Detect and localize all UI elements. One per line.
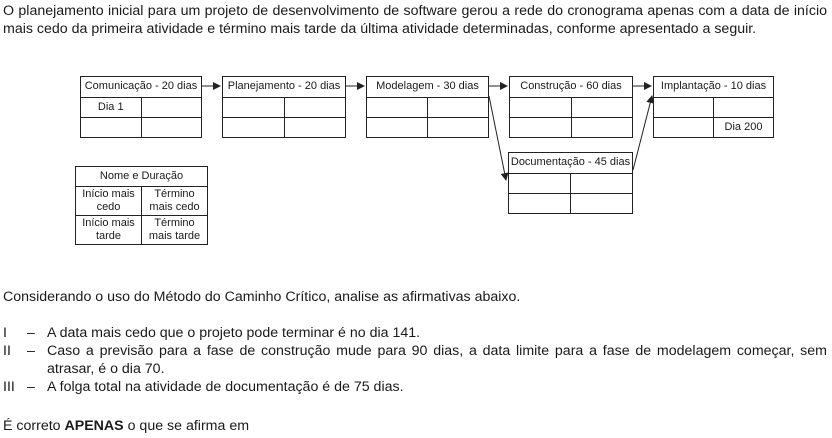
early-finish-cell — [714, 98, 773, 117]
legend-early-start: Início mais cedo — [76, 187, 142, 215]
early-finish-cell — [142, 98, 202, 117]
late-start-cell — [367, 118, 428, 137]
early-start-cell: Dia 1 — [81, 98, 142, 117]
question-suffix: o que se afirma em — [123, 418, 250, 434]
statement-text: Caso a previsão para a fase de construção mude para 90 dias, a data limite para a fase de modelagem começar, sem atrasar, é o dia 70. — [47, 343, 827, 377]
early-start-cell — [654, 98, 714, 117]
statement-text: A folga total na atividade de documentação é de 75 dias. — [47, 379, 404, 395]
question-emphasis: APENAS — [64, 418, 124, 434]
activity-title: Comunicação - 20 dias — [81, 77, 201, 98]
late-start-cell — [509, 194, 571, 213]
late-start-cell — [510, 118, 572, 137]
statement-text: A data mais cedo que o projeto pode terminar é no dia 141. — [47, 325, 421, 341]
early-start-cell — [509, 174, 571, 193]
statement-item — [3, 324, 827, 342]
statement-item — [3, 378, 827, 396]
late-start-cell — [223, 118, 285, 137]
early-finish-cell — [428, 98, 488, 117]
activity-title: Construção - 60 dias — [510, 77, 632, 98]
early-finish-cell — [571, 174, 632, 193]
statements-list — [3, 324, 827, 396]
statement-dash: – — [27, 325, 35, 341]
legend-early-finish: Término mais cedo — [149, 188, 200, 213]
early-start-cell — [367, 98, 428, 117]
activity-documentacao — [508, 152, 633, 214]
statement-number: II — [3, 343, 11, 359]
intro-paragraph: O planejamento inicial para um projeto de desenvolvimento de software gerou a rede do cronograma apenas com a data de início mais cedo da primeira atividade e término mais tarde da última atividade determinadas, conforme apresentado a seguir. — [3, 3, 827, 37]
statement-number: III — [3, 379, 15, 395]
activity-implantacao — [653, 76, 774, 138]
arrow-modelagem-documentacao — [489, 96, 506, 180]
activity-title: Implantação - 10 dias — [654, 77, 773, 98]
activity-planejamento — [222, 76, 346, 138]
activity-title: Modelagem - 30 dias — [367, 77, 488, 98]
activity-construcao — [509, 76, 633, 138]
late-finish-cell — [285, 118, 346, 137]
question-prefix: É correto — [3, 418, 65, 434]
legend-title: Nome e Duração — [76, 167, 207, 187]
late-finish-cell — [142, 118, 202, 137]
statement-dash: – — [27, 343, 35, 359]
early-start-cell — [223, 98, 285, 117]
activity-title: Planejamento - 20 dias — [223, 77, 345, 98]
activity-title: Documentação - 45 dias — [509, 153, 632, 174]
late-start-cell — [81, 118, 142, 137]
early-finish-cell — [285, 98, 346, 117]
late-start-cell — [654, 118, 714, 137]
late-finish-cell — [572, 118, 633, 137]
late-finish-cell: Dia 200 — [724, 121, 763, 133]
late-finish-cell — [428, 118, 488, 137]
arrow-documentacao-implantacao — [633, 96, 652, 170]
late-finish-cell — [571, 194, 632, 213]
early-start-cell — [510, 98, 572, 117]
activity-modelagem — [366, 76, 489, 138]
legend-late-finish: Término mais tarde — [148, 217, 201, 242]
early-finish-cell — [572, 98, 633, 117]
legend-late-start: Início mais tarde — [76, 216, 142, 244]
activity-comunicacao — [80, 76, 202, 138]
statement-dash: – — [27, 379, 35, 395]
instruction-text: Considerando o uso do Método do Caminho Crítico, analise as afirmativas abaixo. — [3, 289, 521, 305]
legend-box — [75, 166, 208, 245]
statement-number: I — [3, 325, 7, 341]
question-text — [3, 418, 249, 434]
statement-item — [3, 342, 827, 378]
